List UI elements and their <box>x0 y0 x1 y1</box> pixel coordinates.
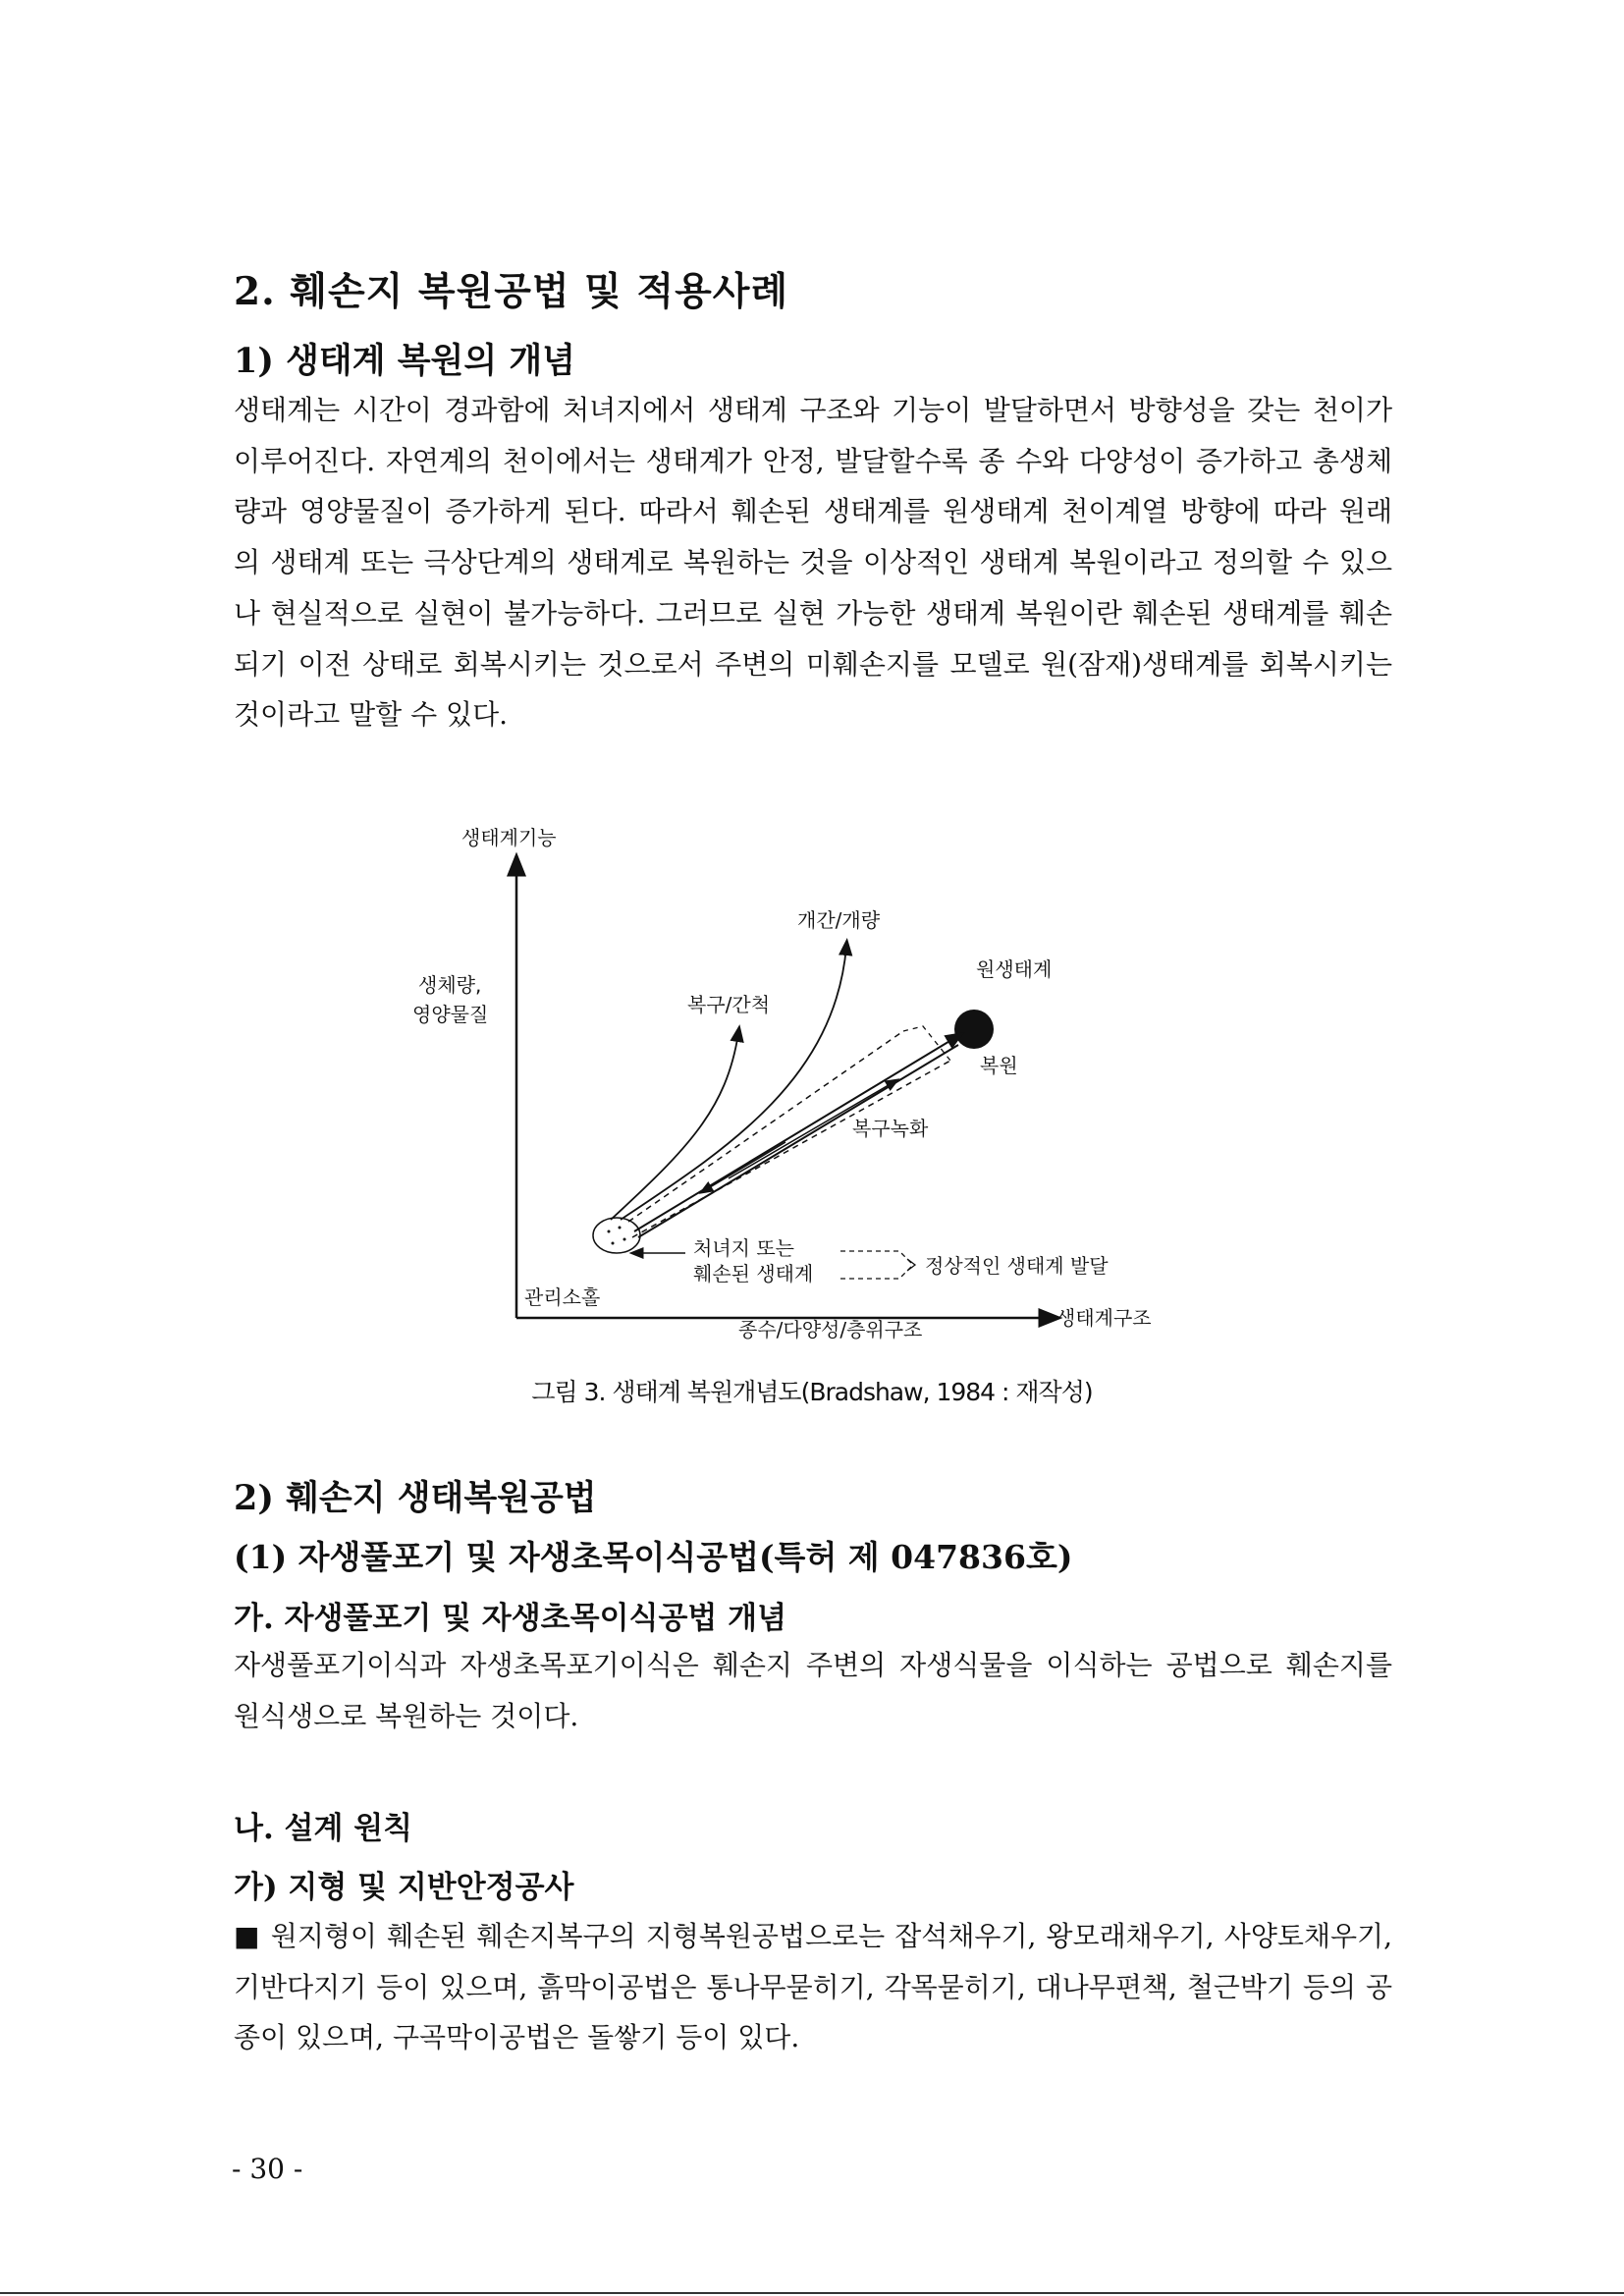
paragraph-line: 종이 있으며, 구곡막이공법은 돌쌓기 등이 있다. <box>234 2021 800 2054</box>
label-normal-development: 정상적인 생태계 발달 <box>925 1254 1109 1278</box>
page-number: - 30 - <box>232 2153 303 2185</box>
figure-caption: 그림 3. 생태계 복원개념도(Bradshaw, 1984 : 재작성) <box>531 1378 1093 1406</box>
label-cultivation: 개간/개량 <box>797 908 881 932</box>
subsection-title-methods: 2) 훼손지 생태복원공법 <box>234 1478 597 1518</box>
paragraph-line: 기반다지기 등이 있으며, 흙막이공법은 통나무묻히기, 각목묻히기, 대나무편책, 철근박기 등의 공 <box>234 1970 1392 2003</box>
terrain-paragraph <box>234 1911 1392 2063</box>
concept-paragraph <box>234 385 1392 740</box>
original-ecosystem-marker <box>954 1010 994 1049</box>
x-under-label: 종수/다양성/층위구조 <box>738 1318 923 1341</box>
paragraph-line: 이루어진다. 자연계의 천이에서는 생태계가 안정, 발달할수록 종 수와 다양성이 증가하고 총생체 <box>234 444 1392 477</box>
y-axis-label: 생태계기능 <box>461 826 557 849</box>
paragraph-line: ■ 원지형이 훼손된 훼손지복구의 지형복원공법으로는 잡석채우기, 왕모래채우기, 사양토채우기, <box>234 1920 1392 1952</box>
label-original-ecosystem: 원생태계 <box>976 957 1053 981</box>
label-restoration: 복원 <box>980 1054 1018 1077</box>
paragraph-line: 나 현실적으로 실현이 불가능하다. 그러므로 실현 가능한 생태계 복원이란 훼손된 생태계를 훼손 <box>234 596 1392 629</box>
paragraph-line: 량과 영양물질이 증가하게 된다. 따라서 훼손된 생태계를 원생태계 천이계열 방향에 따라 원래 <box>234 495 1392 528</box>
paragraph-line: 의 생태계 또는 극상단계의 생태계로 복원하는 것을 이상적인 생태계 복원이라고 정의할 수 있으 <box>234 546 1392 579</box>
degraded-ecosystem-marker <box>593 1218 640 1253</box>
label-virgin-land: 처녀지 또는 <box>693 1236 794 1260</box>
bottom-rule <box>0 2292 1624 2294</box>
y-side-label: 영양물질 <box>412 1003 489 1026</box>
concept-heading: 가. 자생풀포기 및 자생초목이식공법 개념 <box>234 1601 787 1636</box>
label-reclamation: 복구/간척 <box>687 993 771 1016</box>
label-virgin-land: 훼손된 생태계 <box>693 1262 814 1285</box>
x-axis-label: 생태계구조 <box>1056 1306 1152 1330</box>
restoration-concept-diagram <box>393 815 1198 1365</box>
terrain-heading: 가) 지형 및 지반안정공사 <box>234 1870 574 1905</box>
paragraph-line: 생태계는 시간이 경과함에 처녀지에서 생태계 구조와 기능이 발달하면서 방향성을 갖는 천이가 <box>234 394 1392 426</box>
label-greening: 복구녹화 <box>852 1117 929 1140</box>
subsection-title-concept: 1) 생태계 복원의 개념 <box>234 341 575 381</box>
paragraph-line: 것이라고 말할 수 있다. <box>234 698 509 732</box>
method-title: (1) 자생풀포기 및 자생초목이식공법(특허 제 047836호) <box>234 1538 1073 1576</box>
section-title: 2. 훼손지 복원공법 및 적용사례 <box>234 269 789 314</box>
paragraph-line: 원식생으로 복원하는 것이다. <box>234 1699 579 1732</box>
y-side-label: 생체량, <box>418 973 482 997</box>
method-concept-paragraph <box>234 1640 1392 1741</box>
paragraph-line: 자생풀포기이식과 자생초목포기이식은 훼손지 주변의 자생식물을 이식하는 공법으로 훼손지를 <box>234 1649 1392 1681</box>
paragraph-line: 되기 이전 상태로 회복시키는 것으로서 주변의 미훼손지를 모델로 원(잠재)생태계를 회복시키는 <box>234 647 1392 681</box>
label-neglect: 관리소홀 <box>524 1285 601 1309</box>
design-principle-heading: 나. 설계 원칙 <box>234 1811 413 1846</box>
curve-reclamation <box>611 1033 738 1220</box>
